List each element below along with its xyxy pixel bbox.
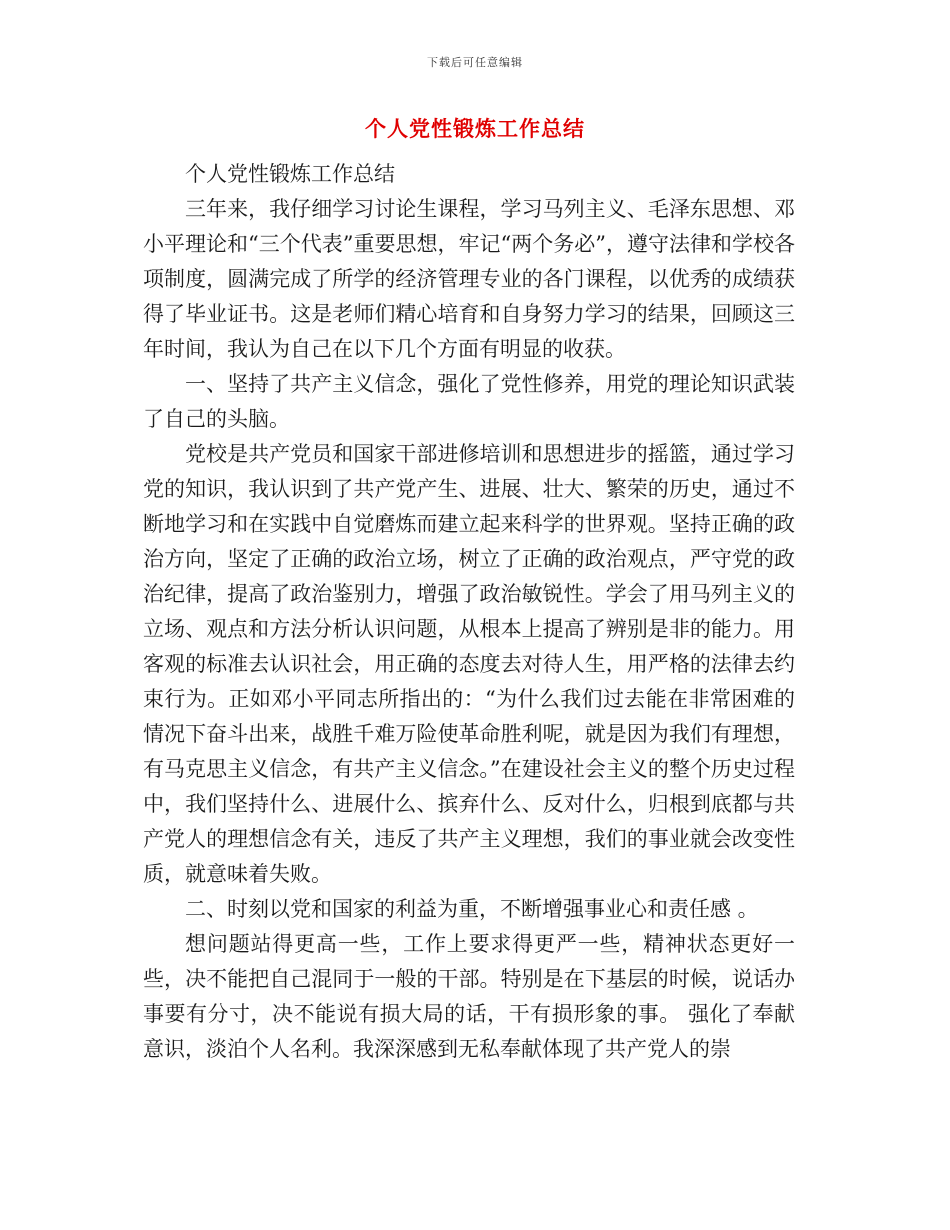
paragraph-section-2: 想问题站得更高一些，工作上要求得更严一些，精神状态更好一些，决不能把自己混同于一般的干部。特别是在下基层的时候，说话办事要有分寸，决不能说有损大局的话，干有损形象的事。 强化了奉献意识，淡泊个人名利。我深深感到无私奉献体现了共产党人的崇 <box>143 932 795 1061</box>
paragraph-section-1: 党校是共产党员和国家干部进修培训和思想进步的摇篮，通过学习党的知识，我认识到了共产党产生、进展、壮大、繁荣的历史，通过不断地学习和在实践中自觉磨炼而建立起来科学的世界观。坚持正确的政治方向，坚定了正确的政治立场，树立了正确的政治观点，严守党的政治纪律，提高了政治鉴别力，增强了政治敏锐性。学会了用马列主义的立场、观点和方法分析认识问题，从根本上提高了辨别是非的能力。用客观的标准去认识社会，用正确的态度去对待人生，用严格的法律去约束行为。正如邓小平同志所指出的：“为什么我们过去能在非常困难的情况下奋斗出来，战胜千难万险使革命胜利呢，就是因为我们有理想，有马克思主义信念，有共产主义信念。”在建设社会主义的整个历史过程中，我们坚持什么、进展什么、摈弃什么、反对什么，归根到底都与共产党人的理想信念有关，违反了共产主义理想，我们的事业就会改变性质，就意味着失败。 <box>143 442 795 886</box>
header-note: 下载后可任意编辑 <box>427 56 523 69</box>
paragraph-intro: 三年来，我仔细学习讨论生课程，学习马列主义、毛泽东思想、邓小平理论和“三个代表”重要思想，牢记“两个务必”，遵守法律和学校各项制度，圆满完成了所学的经济管理专业的各门课程，以优秀的成绩获得了毕业证书。这是老师们精心培育和自身努力学习的结果，回顾这三年时间，我认为自己在以下几个方面有明显的收获。 <box>143 197 795 361</box>
section-heading-2: 二、时刻以党和国家的利益为重，不断增强事业心和责任感 。 <box>185 897 759 921</box>
document-subtitle: 个人党性锻炼工作总结 <box>185 162 395 186</box>
section-heading-1: 一、坚持了共产主义信念，强化了党性修养，用党的理论知识武装了自己的头脑。 <box>143 372 795 431</box>
document-body <box>143 157 795 1067</box>
document-title: 个人党性锻炼工作总结 <box>365 117 585 141</box>
